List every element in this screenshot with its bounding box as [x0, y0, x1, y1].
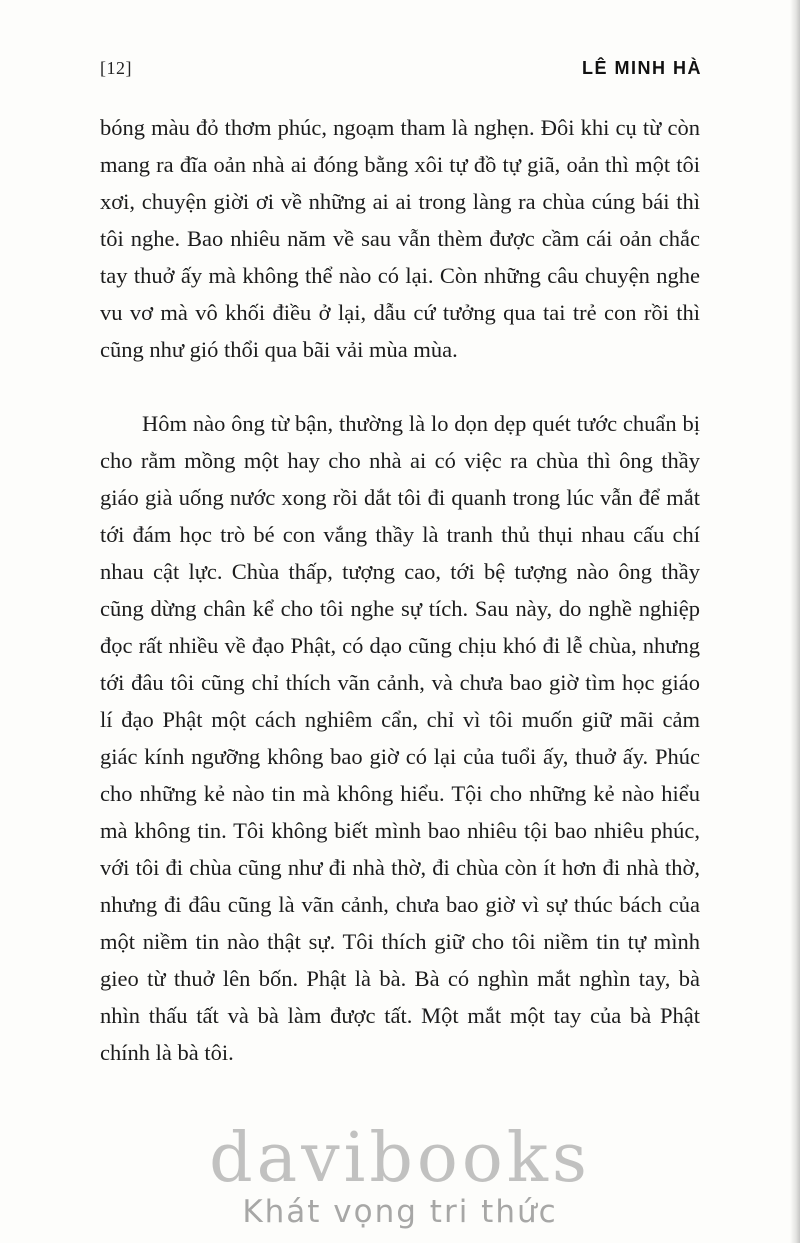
paragraph-2: Hôm nào ông từ bận, thường là lo dọn dẹp quét tước chuẩn bị cho rằm mồng một hay cho nhà ai có việc ra chùa thì ông thầy giáo già uống nước xong rồi dắt tôi đi quanh trong lúc vẫn để mắt tới đám học trò bé con vắng thầy là tranh thủ thụi nhau cấu chí nhau cật lực. Chùa thấp, tượng cao, tới bệ tượng nào ông thầy cũng dừng chân kể cho tôi nghe sự tích. Sau này, do nghề nghiệp đọc rất nhiều về đạo Phật, có dạo cũng chịu khó đi lễ chùa, nhưng tới đâu tôi cũng chỉ thích vãn cảnh, và chưa bao giờ tìm học giáo lí đạo Phật một cách nghiêm cẩn, chỉ vì tôi muốn giữ mãi cảm giác kính ngưỡng không bao giờ có lại của tuổi ấy, thuở ấy. Phúc cho những kẻ nào tin mà không hiểu. Tội cho những kẻ nào hiểu mà không tin. Tôi không biết mình bao nhiêu tội bao nhiêu phúc, với tôi đi chùa cũng như đi nhà thờ, đi chùa còn ít hơn đi nhà thờ, nhưng đi đâu cũng là vãn cảnh, chưa bao giờ vì sự thúc bách của một niềm tin nào thật sự. Tôi thích giữ cho tôi niềm tin tự mình gieo từ thuở lên bốn. Phật là bà. Bà có nghìn mắt nghìn tay, bà nhìn thấu tất và bà làm được tất. Một mắt một tay của bà Phật chính là bà tôi. [100, 411, 700, 1065]
page-body [0, 109, 800, 1071]
author-running-head: LÊ MINH HÀ [582, 58, 702, 78]
scan-edge-shadow [790, 0, 800, 1243]
page-number: [12] [100, 58, 132, 78]
page-header [0, 58, 800, 79]
watermark-slogan: Khát vọng tri thức [242, 1194, 558, 1231]
publisher-watermark [0, 1119, 800, 1231]
watermark-brand: davibooks [209, 1119, 591, 1199]
paragraph-1: bóng màu đỏ thơm phúc, ngoạm tham là nghẹn. Đôi khi cụ từ còn mang ra đĩa oản nhà ai đóng bằng xôi tự đồ tự giã, oản thì một tôi xơi, chuyện giời ơi về những ai ai trong làng ra chùa cúng bái thì tôi nghe. Bao nhiêu năm về sau vẫn thèm được cầm cái oản chắc tay thuở ấy mà không thể nào có lại. Còn những câu chuyện nghe vu vơ mà vô khối điều ở lại, dẫu cứ tưởng qua tai trẻ con rồi thì cũng như gió thổi qua bãi vải mùa mùa. [100, 115, 700, 362]
